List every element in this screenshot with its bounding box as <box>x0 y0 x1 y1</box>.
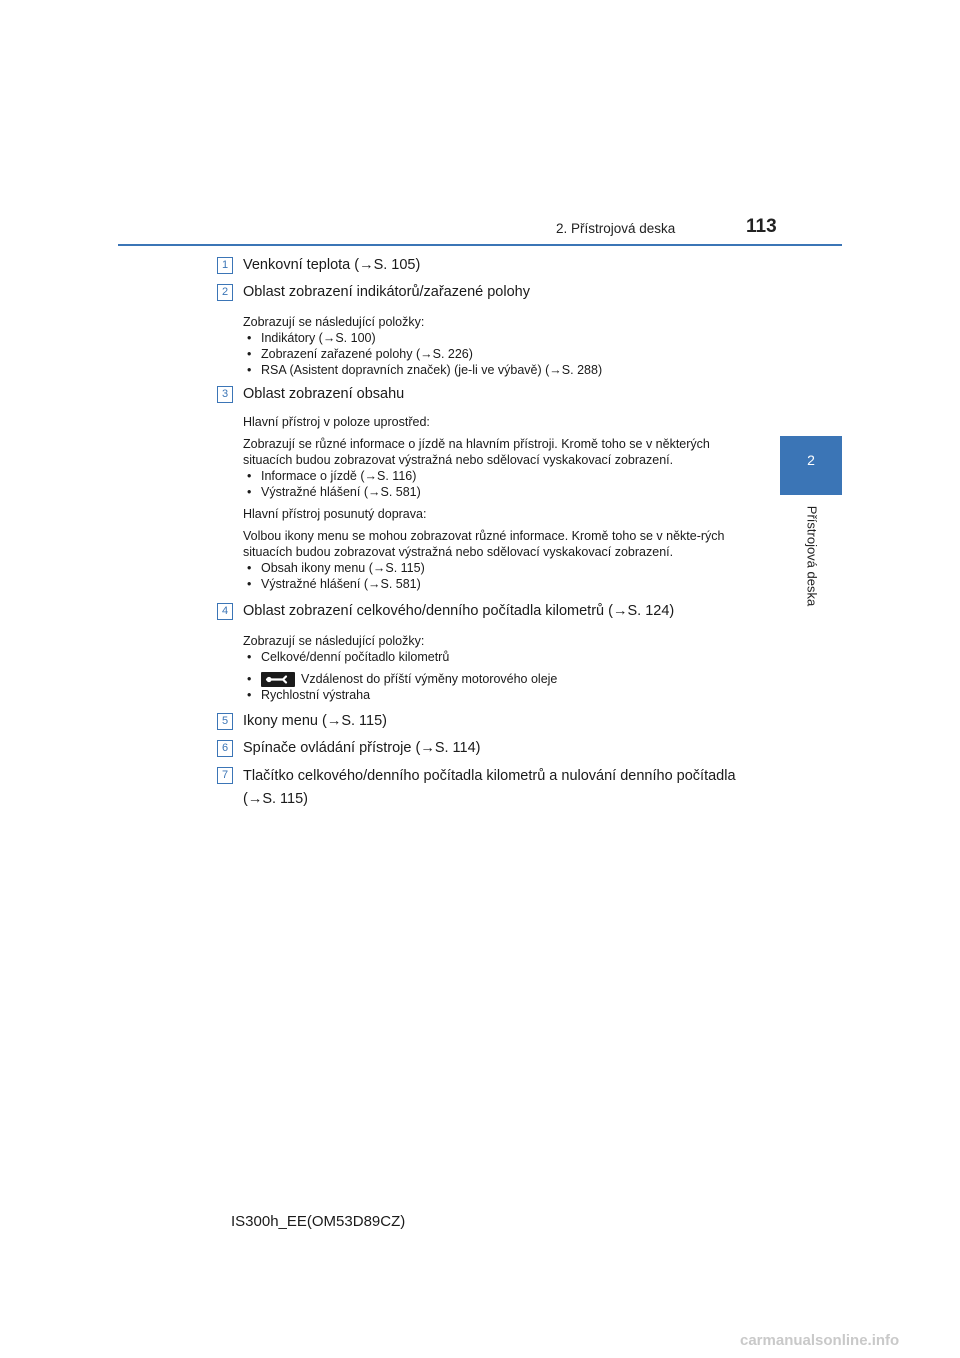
subsection-heading: Hlavní přístroj v poloze uprostřed: <box>243 415 430 429</box>
list-item <box>217 738 757 758</box>
list-item <box>217 255 757 275</box>
chapter-tab[interactable] <box>780 436 842 495</box>
bullet-item: • RSA (Asistent dopravních značek) (je-li ve výbavě) (→S. 288) <box>247 362 757 378</box>
subsection-heading: Hlavní přístroj posunutý doprava: <box>243 507 427 521</box>
item-intro: Zobrazují se následující položky: <box>243 315 425 329</box>
item-number: 5 <box>217 713 233 730</box>
bullet-item: • Celkové/denní počítadlo kilometrů <box>247 649 757 665</box>
list-item <box>217 711 757 731</box>
item-title: Oblast zobrazení obsahu <box>243 386 405 402</box>
item-title: Spínače ovládání přístroje (→S. 114) <box>243 740 481 757</box>
bullet-item: • Obsah ikony menu (→S. 115) <box>247 560 757 576</box>
item-list <box>217 255 757 811</box>
item-title: Oblast zobrazení indikátorů/zařazené polohy <box>243 284 530 300</box>
subsection-text: Zobrazují se různé informace o jízdě na hlavním přístroji. Kromě toho se v některých situacích budou zobrazovat výstražná nebo sdělovací vyskakovací zobrazení. <box>243 437 710 467</box>
bullet-item: • Zobrazení zařazené polohy (→S. 226) <box>247 346 757 362</box>
item-number: 1 <box>217 257 233 274</box>
section-title: 2. Přístrojová deska <box>556 221 676 236</box>
wrench-icon <box>261 672 295 687</box>
bullet-item: • Indikátory (→S. 100) <box>247 330 757 346</box>
chapter-number: 2 <box>807 452 815 468</box>
bullet-item <box>247 671 757 687</box>
item-title: Oblast zobrazení celkového/denního počítadla kilometrů (→S. 124) <box>243 603 675 619</box>
bullet-list <box>243 330 757 378</box>
bullet-list <box>243 560 757 592</box>
bullet-item: • Rychlostní výstraha <box>247 687 757 703</box>
bullet-item: • Výstražné hlášení (→S. 581) <box>247 576 757 592</box>
list-item <box>217 282 757 378</box>
item-title: Tlačítko celkového/denního počítadla kilometrů a nulování denního počítadla (→S. 115) <box>243 768 736 808</box>
item-number: 7 <box>217 767 233 784</box>
bullet-text: Vzdálenost do příští výměny motorového oleje <box>301 672 558 686</box>
document-code: IS300h_EE(OM53D89CZ) <box>231 1213 406 1230</box>
header-divider <box>118 244 842 246</box>
chapter-label: Přístrojová deska <box>804 505 820 607</box>
bullet-item: • Výstražné hlášení (→S. 581) <box>247 484 757 500</box>
item-title: Venkovní teplota (→S. 105) <box>243 257 421 273</box>
item-number: 3 <box>217 386 233 403</box>
item-number: 2 <box>217 284 233 301</box>
subsection-text: Volbou ikony menu se mohou zobrazovat různé informace. Kromě toho se v někte-rých situacích budou zobrazovat výstražná nebo sdělovací vyskakovací zobrazení. <box>243 529 725 559</box>
item-intro: Zobrazují se následující položky: <box>243 634 425 648</box>
bullet-item: • Informace o jízdě (→S. 116) <box>247 468 757 484</box>
list-item <box>217 384 757 592</box>
page-number: 113 <box>746 216 777 237</box>
list-item <box>217 765 757 811</box>
watermark: carmanualsonline.info <box>740 1332 900 1349</box>
list-item <box>217 601 757 703</box>
item-number: 4 <box>217 603 233 620</box>
item-title: Ikony menu (→S. 115) <box>243 713 387 730</box>
bullet-list <box>243 468 757 500</box>
bullet-list <box>243 649 757 703</box>
item-number: 6 <box>217 740 233 757</box>
